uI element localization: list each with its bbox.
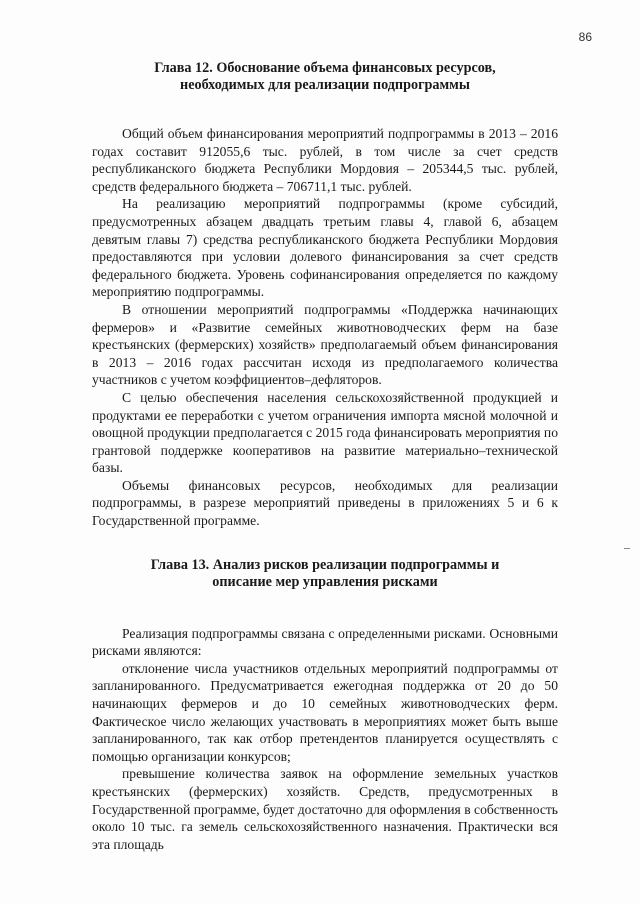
paragraph-appendices: Объемы финансовых ресурсов, необходимых для реализации подпрограммы, в разрезе мероприятий приведены в приложениях 5 и 6 к Государственной программе. (92, 477, 558, 529)
paragraph-total-funding: Общий объем финансирования мероприятий подпрограммы в 2013 – 2016 годах составит 912055,6 тыс. рублей, в том числе за счет средств республиканского бюджета Республики Мордовия – 205344,5 тыс. рублей, средств федерального бюджета – 706711,1 тыс. рублей. (92, 126, 558, 194)
chapter-12-title-line-2: необходимых для реализации подпрограммы (180, 77, 470, 93)
chapter-12-body (92, 125, 558, 530)
chapter-13-body (92, 625, 558, 854)
paragraph-farmers-support: В отношении мероприятий подпрограммы «Поддержка начинающих фермеров» и «Развитие семейных животноводческих ферм на базе крестьянских (фермерских) хозяйств» предполагаемый объем финансирования в 2013 – 2016 годах рассчитан исходя из предполагаемого количества участников с учетом коэффициентов–дефляторов. (92, 301, 558, 388)
paragraph-cooperatives: С целью обеспечения населения сельскохозяйственной продукцией и продуктами ее переработки с учетом ограничения импорта мясной молочной и овощной продукции предполагается с 2015 года финансировать мероприятия по грантовой поддержке кооперативов на развитие материально–технической базы. (92, 389, 558, 476)
chapter-12-title-line-1: Глава 12. Обоснование объема финансовых ресурсов, (154, 60, 496, 76)
page-number: 86 (578, 30, 592, 44)
chapter-13-title (92, 557, 558, 591)
paragraph-co-financing: На реализацию мероприятий подпрограммы (кроме субсидий, предусмотренных абзацем двадцать третьим главы 4, главой 6, абзацем девятым главы 7) средства республиканского бюджета Республики Мордовия предоставляются при условии долевого финансирования за счет средств федерального бюджета. Уровень софинансирования определяется по каждому мероприятию подпрограммы. (92, 196, 558, 300)
page-content (92, 60, 558, 853)
margin-mark (624, 548, 630, 549)
paragraph-risks-intro: Реализация подпрограммы связана с определенными рисками. Основными рисками являются: (92, 625, 558, 659)
chapter-13-title-line-1: Глава 13. Анализ рисков реализации подпрограммы и (150, 556, 500, 573)
paragraph-risk-participants: отклонение числа участников отдельных мероприятий подпрограммы от запланированного. Предусматривается ежегодная поддержка от 20 до 50 начинающих фермеров и до 10 семейных животноводческих ферм. Фактическое число желающих участвовать в мероприятиях может быть выше запланированного, так как отбор претендентов планируется осуществлять с помощью организации конкурсов; (92, 660, 558, 764)
chapter-12-title (92, 60, 558, 94)
paragraph-risk-land-applications: превышение количества заявок на оформление земельных участков крестьянских (фермерских) хозяйств. Средств, предусмотренных в Государственной программе, будет достаточно для оформления в собственность около 10 тыс. га земель сельскохозяйственного назначения. Практически вся эта площадь (92, 766, 558, 852)
chapter-13-title-line-2: описание мер управления рисками (212, 573, 438, 590)
